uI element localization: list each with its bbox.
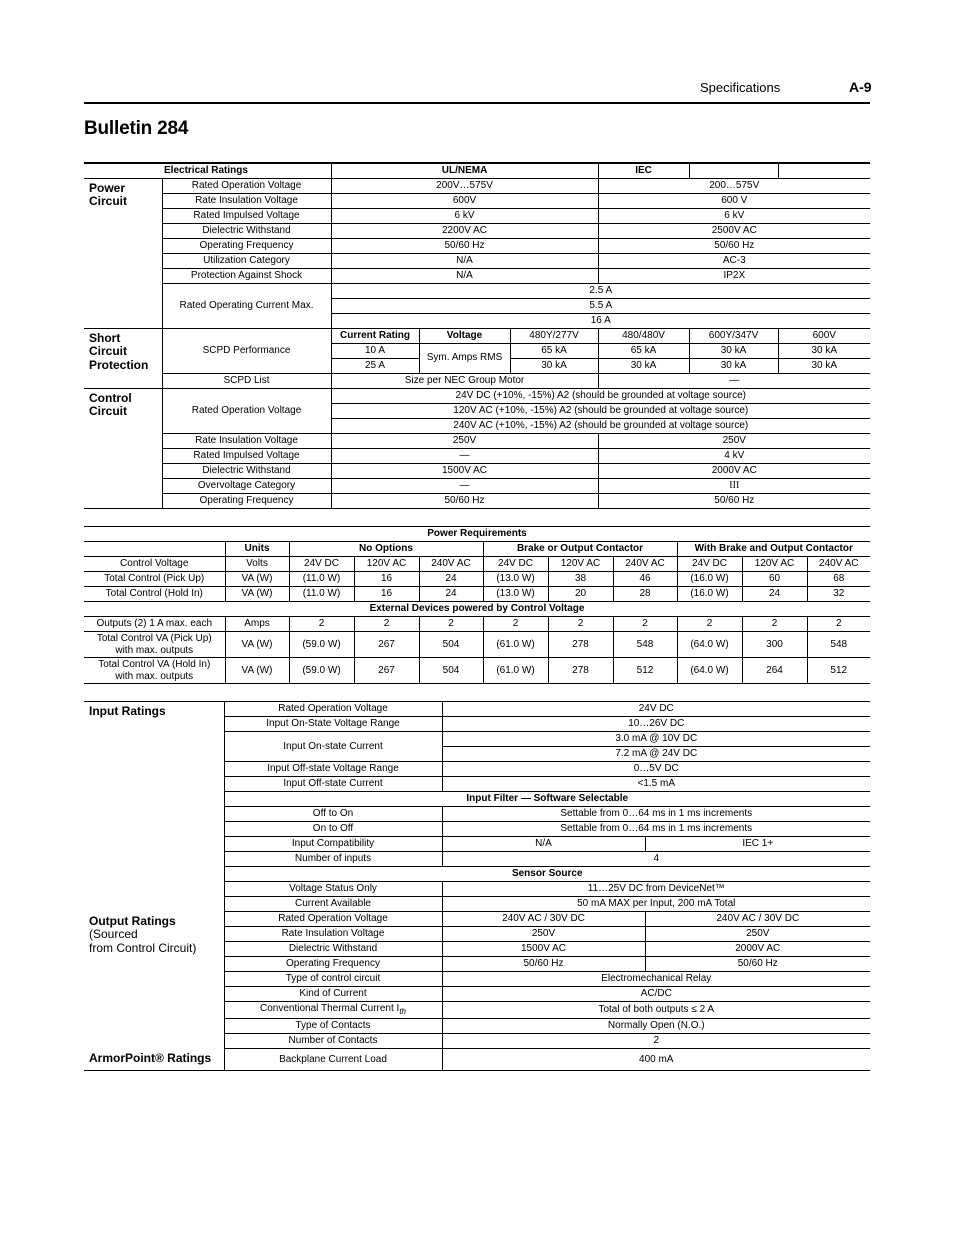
cell: 264	[742, 658, 807, 684]
cell: 68	[807, 572, 870, 587]
cell: 24	[419, 572, 483, 587]
io-ratings-table	[84, 701, 870, 1071]
spec-label: Number of Contacts	[224, 1034, 442, 1049]
cell: (11.0 W)	[289, 572, 354, 587]
spec-value: 11…25V DC from DeviceNet™	[442, 882, 870, 897]
spec-label: SCPD List	[162, 373, 331, 388]
spec-value: 16 A	[331, 313, 870, 328]
spec-label: Dielectric Withstand	[224, 942, 442, 957]
spec-value: 250V	[442, 927, 645, 942]
spec-value: Settable from 0…64 ms in 1 ms increments	[442, 822, 870, 837]
spec-label: Input On-state Current	[224, 732, 442, 762]
spec-value: 250V	[645, 927, 870, 942]
row-label-line2: with max. outputs	[115, 670, 194, 682]
spec-value: Settable from 0…64 ms in 1 ms increments	[442, 807, 870, 822]
spec-value: —	[331, 478, 598, 493]
spec-value: 65 kA	[598, 343, 689, 358]
thermal-current-label: Conventional Thermal Current I	[260, 1003, 400, 1015]
spec-label: Operating Frequency	[224, 957, 442, 972]
spec-label: On to Off	[224, 822, 442, 837]
cell: 120V AC	[742, 557, 807, 572]
spec-value: 4 kV	[598, 448, 870, 463]
spec-label: Rated Impulsed Voltage	[162, 208, 331, 223]
cell: 28	[613, 587, 677, 602]
spec-label: Input Compatibility	[224, 837, 442, 852]
cell: 24	[419, 587, 483, 602]
row-label-line2: with max. outputs	[115, 644, 194, 656]
cell: 2	[807, 617, 870, 632]
spec-label: Dielectric Withstand	[162, 463, 331, 478]
spec-value: 5.5 A	[331, 298, 870, 313]
cell: 240V AC	[807, 557, 870, 572]
spec-value: 6 kV	[598, 208, 870, 223]
cell: (13.0 W)	[483, 572, 548, 587]
cell: (16.0 W)	[677, 587, 742, 602]
input-filter-title: Input Filter — Software Selectable	[224, 792, 870, 807]
cell: 2	[742, 617, 807, 632]
spec-label	[224, 1002, 442, 1019]
cell: (16.0 W)	[677, 572, 742, 587]
spec-value: 50/60 Hz	[645, 957, 870, 972]
spec-value: 7.2 mA @ 24V DC	[442, 747, 870, 762]
cell: (11.0 W)	[289, 587, 354, 602]
cell: (64.0 W)	[677, 632, 742, 658]
cell: 2	[613, 617, 677, 632]
control-circuit-label-line2: Circuit	[89, 404, 128, 419]
spec-value: 2	[442, 1034, 870, 1049]
spec-value: Total of both outputs ≤ 2 A	[442, 1002, 870, 1019]
spec-value: III	[598, 478, 870, 493]
spec-value: 250V	[331, 433, 598, 448]
spec-value: 30 kA	[598, 358, 689, 373]
cell: 504	[419, 632, 483, 658]
cell: VA (W)	[225, 658, 289, 684]
spec-label: Type of control circuit	[224, 972, 442, 987]
row-label-line1: Total Control VA (Pick Up)	[96, 633, 212, 644]
power-requirements-table	[84, 526, 870, 684]
spec-value: 0…5V DC	[442, 762, 870, 777]
output-ratings-note: (Sourced	[89, 927, 138, 942]
cell: 2	[483, 617, 548, 632]
cell: VA (W)	[225, 587, 289, 602]
cell: 120V AC	[354, 557, 419, 572]
iec-header: IEC	[598, 163, 689, 178]
col-header: 600V	[778, 328, 870, 343]
col-header: 480/480V	[598, 328, 689, 343]
cell: 24V DC	[483, 557, 548, 572]
row-label-line1: Total Control VA (Hold In)	[98, 659, 211, 670]
spec-label: Voltage Status Only	[224, 882, 442, 897]
spec-label: Type of Contacts	[224, 1019, 442, 1034]
spec-value: 1500V AC	[331, 463, 598, 478]
cell: 278	[548, 632, 613, 658]
cell: 278	[548, 658, 613, 684]
spec-value: 30 kA	[689, 343, 778, 358]
spec-value: 30 kA	[778, 343, 870, 358]
col-header: Current Rating	[331, 328, 419, 343]
spec-value: Normally Open (N.O.)	[442, 1019, 870, 1034]
spec-label: Rated Impulsed Voltage	[162, 448, 331, 463]
spec-label: Input Off-state Current	[224, 777, 442, 792]
spec-label: Rate Insulation Voltage	[162, 433, 331, 448]
cell: 267	[354, 658, 419, 684]
spec-value: 25 A	[331, 358, 419, 373]
spec-value: 2000V AC	[598, 463, 870, 478]
cell: 504	[419, 658, 483, 684]
spec-value: 30 kA	[510, 358, 598, 373]
short-circuit-label	[84, 328, 162, 388]
power-circuit-label: Power Circuit	[84, 178, 162, 298]
cell: (59.0 W)	[289, 632, 354, 658]
spec-value: Sym. Amps RMS	[419, 343, 510, 373]
cell: 267	[354, 632, 419, 658]
ul-nema-header: UL/NEMA	[331, 163, 598, 178]
external-devices-title: External Devices powered by Control Voltage	[84, 602, 870, 617]
header-section-title: Specifications	[700, 80, 781, 95]
cell: 120V AC	[548, 557, 613, 572]
spec-value: 24V DC (+10%, -15%) A2 (should be grounded at voltage source)	[331, 388, 870, 403]
row-label: Outputs (2) 1 A max. each	[84, 617, 225, 632]
col-header: No Options	[289, 542, 483, 557]
spec-label: SCPD Performance	[162, 328, 331, 373]
spec-value: 400 mA	[442, 1049, 870, 1071]
spec-value: 3.0 mA @ 10V DC	[442, 732, 870, 747]
row-label	[84, 632, 225, 658]
cell: 2	[289, 617, 354, 632]
spec-value: 50/60 Hz	[331, 493, 598, 508]
spec-value: 50/60 Hz	[598, 238, 870, 253]
spec-label: Operating Frequency	[162, 238, 331, 253]
cell: VA (W)	[225, 572, 289, 587]
spec-label: Dielectric Withstand	[162, 223, 331, 238]
cell: 24	[742, 587, 807, 602]
cell: 46	[613, 572, 677, 587]
spec-value: <1.5 mA	[442, 777, 870, 792]
spec-value: N/A	[331, 253, 598, 268]
spec-label: Input Off-state Voltage Range	[224, 762, 442, 777]
cell: (59.0 W)	[289, 658, 354, 684]
spec-value: 200…575V	[598, 178, 870, 193]
cell: 38	[548, 572, 613, 587]
cell: VA (W)	[225, 632, 289, 658]
spec-value: 6 kV	[331, 208, 598, 223]
electrical-ratings-table	[84, 162, 870, 509]
spec-value: AC/DC	[442, 987, 870, 1002]
cell: (61.0 W)	[483, 632, 548, 658]
cell: 32	[807, 587, 870, 602]
spec-value: N/A	[442, 837, 645, 852]
spec-value: 50/60 Hz	[331, 238, 598, 253]
spec-value: Electromechanical Relay	[442, 972, 870, 987]
spec-label: Rated Operation Voltage	[162, 178, 331, 193]
spec-label: Rate Insulation Voltage	[162, 193, 331, 208]
cell: 512	[613, 658, 677, 684]
spec-value: 50 mA MAX per Input, 200 mA Total	[442, 897, 870, 912]
spec-label: Rated Operation Voltage	[224, 702, 442, 717]
row-label: Control Voltage	[84, 557, 225, 572]
spec-label: Off to On	[224, 807, 442, 822]
cell: 548	[807, 632, 870, 658]
spec-label: Kind of Current	[224, 987, 442, 1002]
spec-label: Operating Frequency	[162, 493, 331, 508]
spec-value: 1500V AC	[442, 942, 645, 957]
col-header: Brake or Output Contactor	[483, 542, 677, 557]
spec-value: Size per NEC Group Motor	[331, 373, 598, 388]
spec-value: 50/60 Hz	[598, 493, 870, 508]
power-requirements-title: Power Requirements	[84, 527, 870, 542]
cell: 300	[742, 632, 807, 658]
control-circuit-label-line1: Control	[89, 390, 132, 405]
spec-value: 2200V AC	[331, 223, 598, 238]
cell: (13.0 W)	[483, 587, 548, 602]
cell: 240V AC	[419, 557, 483, 572]
spec-value: 250V	[598, 433, 870, 448]
cell: 2	[419, 617, 483, 632]
col-header: 480Y/277V	[510, 328, 598, 343]
spec-value: 50/60 Hz	[442, 957, 645, 972]
spec-label: Utilization Category	[162, 253, 331, 268]
cell: 2	[677, 617, 742, 632]
short-circuit-label-line2: Protection	[89, 358, 149, 373]
row-label	[84, 658, 225, 684]
spec-label: Overvoltage Category	[162, 478, 331, 493]
spec-label: Rated Operation Voltage	[224, 912, 442, 927]
spec-value: 24V DC	[442, 702, 870, 717]
col-header: With Brake and Output Contactor	[677, 542, 870, 557]
cell: 2	[354, 617, 419, 632]
output-ratings-label	[84, 912, 224, 1049]
spec-value: 2000V AC	[645, 942, 870, 957]
header-rule	[84, 102, 870, 104]
cell: 548	[613, 632, 677, 658]
output-ratings-title: Output Ratings	[89, 913, 176, 928]
input-ratings-label: Input Ratings	[84, 702, 224, 912]
spec-value: 10…26V DC	[442, 717, 870, 732]
electrical-ratings-header: Electrical Ratings	[162, 163, 331, 178]
spec-label: Backplane Current Load	[224, 1049, 442, 1071]
spec-value: 240V AC / 30V DC	[645, 912, 870, 927]
spec-label: Rate Insulation Voltage	[224, 927, 442, 942]
spec-value: 200V…575V	[331, 178, 598, 193]
spec-value: 2500V AC	[598, 223, 870, 238]
cell: 24V DC	[289, 557, 354, 572]
spec-label: Rated Operating Current Max.	[162, 283, 331, 328]
spec-value: 600 V	[598, 193, 870, 208]
spec-value: 120V AC (+10%, -15%) A2 (should be grounded at voltage source)	[331, 403, 870, 418]
armorpoint-ratings-label: ArmorPoint® Ratings	[84, 1049, 224, 1071]
page-title: Bulletin 284	[84, 118, 189, 139]
cell: 16	[354, 572, 419, 587]
cell: 2	[548, 617, 613, 632]
control-circuit-label	[84, 388, 162, 508]
spec-value: IP2X	[598, 268, 870, 283]
col-header: Voltage	[419, 328, 510, 343]
col-header: 600Y/347V	[689, 328, 778, 343]
cell: 240V AC	[613, 557, 677, 572]
spec-label: Number of inputs	[224, 852, 442, 867]
spec-label: Input On-State Voltage Range	[224, 717, 442, 732]
spec-value: 30 kA	[689, 358, 778, 373]
spec-value: 4	[442, 852, 870, 867]
spec-value: —	[331, 448, 598, 463]
cell: (64.0 W)	[677, 658, 742, 684]
spec-value: IEC 1+	[645, 837, 870, 852]
cell: Amps	[225, 617, 289, 632]
spec-value: 65 kA	[510, 343, 598, 358]
thermal-current-subscript: th	[399, 1007, 406, 1017]
page-number: A-9	[849, 79, 872, 95]
spec-value: —	[598, 373, 870, 388]
cell: 512	[807, 658, 870, 684]
spec-value: AC-3	[598, 253, 870, 268]
spec-value: 30 kA	[778, 358, 870, 373]
col-header: Units	[225, 542, 289, 557]
spec-value: 240V AC (+10%, -15%) A2 (should be grounded at voltage source)	[331, 418, 870, 433]
spec-label: Current Available	[224, 897, 442, 912]
spec-label: Rated Operation Voltage	[162, 388, 331, 433]
cell: 16	[354, 587, 419, 602]
cell: 24V DC	[677, 557, 742, 572]
spec-value: 10 A	[331, 343, 419, 358]
spec-value: 240V AC / 30V DC	[442, 912, 645, 927]
row-label: Total Control (Pick Up)	[84, 572, 225, 587]
spec-label: Protection Against Shock	[162, 268, 331, 283]
short-circuit-label-line1: Short Circuit	[89, 330, 128, 359]
spec-value: 2.5 A	[331, 283, 870, 298]
row-label: Total Control (Hold In)	[84, 587, 225, 602]
cell: (61.0 W)	[483, 658, 548, 684]
cell: 20	[548, 587, 613, 602]
spec-value: N/A	[331, 268, 598, 283]
cell: 60	[742, 572, 807, 587]
cell: Volts	[225, 557, 289, 572]
sensor-source-title: Sensor Source	[224, 867, 870, 882]
spec-value: 600V	[331, 193, 598, 208]
output-ratings-note2: from Control Circuit)	[89, 941, 197, 956]
